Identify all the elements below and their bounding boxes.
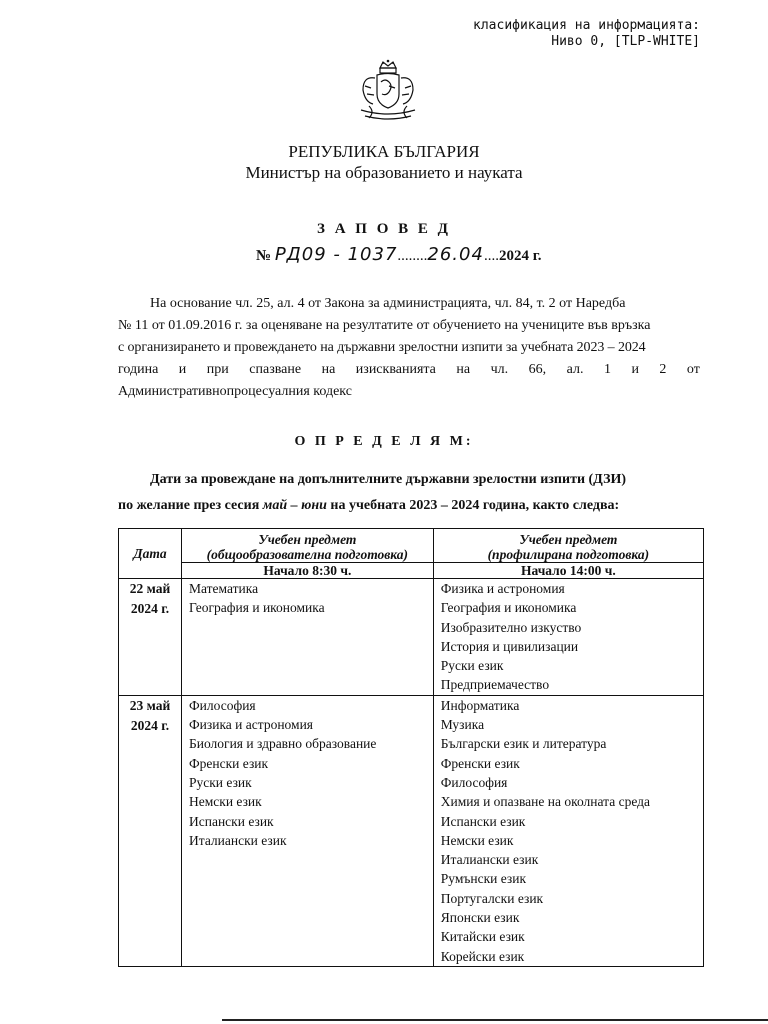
subject-item: Италиански език — [440, 852, 539, 868]
handwritten-number: РД09 - 1037 — [274, 244, 398, 265]
session-months: май – юни — [262, 498, 327, 513]
subject-item: Информатика — [440, 697, 520, 713]
subjects-profile — [433, 695, 703, 966]
decree-heading: О П Р Е Д Е Л Я М: — [294, 434, 474, 449]
subject-item: Музика — [440, 717, 485, 733]
table-row — [119, 695, 704, 966]
start-time: Начало 14:00 ч. — [434, 562, 703, 578]
order-title: З А П О В Е Д — [317, 221, 451, 237]
subject-item: Немски език — [189, 794, 262, 810]
subjects-general — [182, 695, 434, 966]
preamble-paragraph — [118, 293, 704, 403]
handwritten-date: 26.04 — [427, 244, 484, 265]
column-header-date: Дата — [119, 529, 182, 579]
subject-item: Химия и опазване на околната среда — [440, 794, 650, 810]
preamble-line: с организирането и провеждането на държавни зрелостни изпити за учебната 2023 – 2024 — [118, 340, 646, 355]
subjects-general — [182, 579, 434, 696]
table-row — [119, 579, 704, 696]
classification-label: класификация на информацията: — [473, 18, 700, 33]
subject-item: Румънски език — [440, 871, 527, 887]
date-text: 2024 г. — [130, 601, 170, 616]
intro-text: на учебната 2023 – 2024 година, както следва: — [326, 498, 620, 513]
classification-block — [473, 18, 700, 50]
intro-paragraph — [118, 467, 704, 519]
subject-item: Немски език — [440, 832, 514, 848]
dots-separator: .... — [483, 248, 499, 264]
preamble-line: На основание чл. 25, ал. 4 от Закона за администрацията, чл. 84, т. 2 от Наредба — [150, 296, 626, 311]
subject-item: География и икономика — [440, 600, 577, 616]
subject-item: Китайски език — [440, 929, 525, 945]
column-title: Учебен предмет — [519, 532, 618, 547]
table-header-row — [119, 529, 704, 579]
exam-schedule-table — [118, 528, 704, 967]
subject-item: География и икономика — [189, 600, 325, 616]
subject-item: Руски език — [189, 774, 252, 790]
page-bottom-rule — [222, 1019, 768, 1021]
ministry-heading: Министър на образованието и науката — [245, 163, 523, 182]
order-year: 2024 г. — [498, 248, 542, 264]
order-number-line — [256, 244, 542, 265]
intro-text: по желание през сесия — [118, 498, 263, 513]
column-title: Учебен предмет — [258, 532, 357, 547]
column-header-profile — [433, 529, 703, 579]
intro-line: Дати за провеждане на допълнителните държавни зрелостни изпити (ДЗИ) — [150, 472, 627, 487]
date-text: 23 май — [129, 697, 171, 713]
subject-item: Предприемачество — [440, 677, 550, 693]
start-time: Начало 8:30 ч. — [182, 562, 433, 578]
date-text: 2024 г. — [130, 717, 170, 733]
subject-item: Италиански език — [189, 832, 287, 848]
subject-item: Изобразително изкуство — [440, 619, 582, 635]
column-subtitle: (общообразователна подготовка) — [206, 547, 409, 562]
coat-of-arms-icon — [355, 58, 421, 126]
subject-item: Френски език — [189, 755, 269, 771]
date-text: 22 май — [129, 581, 171, 596]
preamble-line: № 11 от 01.09.2016 г. за оценяване на резултатите от обучението на учениците във връзка — [118, 318, 651, 333]
subject-item: Математика — [189, 581, 259, 596]
subject-item: Философия — [189, 697, 256, 713]
subject-item: Японски език — [440, 910, 520, 926]
subject-item: Корейски език — [440, 948, 525, 964]
subjects-profile — [433, 579, 703, 696]
subject-item: Философия — [440, 774, 508, 790]
preamble-line: година и при спазване на изискванията на чл. 66, ал. 1 и 2 от — [118, 362, 700, 377]
subject-item: Испански език — [189, 813, 274, 829]
number-sign: № — [256, 248, 272, 264]
dots-separator: ........ — [397, 248, 428, 264]
subject-item: Биология и здравно образование — [189, 736, 377, 752]
subject-item: История и цивилизации — [440, 638, 579, 654]
intro-line — [118, 493, 704, 519]
classification-level: Ниво 0, [TLP-WHITE] — [551, 34, 700, 49]
exam-date — [119, 695, 182, 966]
subject-item: Френски език — [440, 755, 520, 771]
subject-item: Руски език — [440, 658, 504, 674]
subject-item: Испански език — [440, 813, 526, 829]
preamble-line: Административнопроцесуалния кодекс — [118, 384, 352, 399]
republic-heading: РЕПУБЛИКА БЪЛГАРИЯ — [288, 142, 480, 161]
subject-item: Португалски език — [440, 890, 544, 906]
column-header-general — [182, 529, 434, 579]
subject-item: Физика и астрономия — [189, 717, 314, 733]
column-subtitle: (профилирана подготовка) — [487, 547, 650, 562]
exam-date — [119, 579, 182, 696]
subject-item: Физика и астрономия — [440, 581, 565, 596]
subject-item: Български език и литература — [440, 736, 607, 752]
